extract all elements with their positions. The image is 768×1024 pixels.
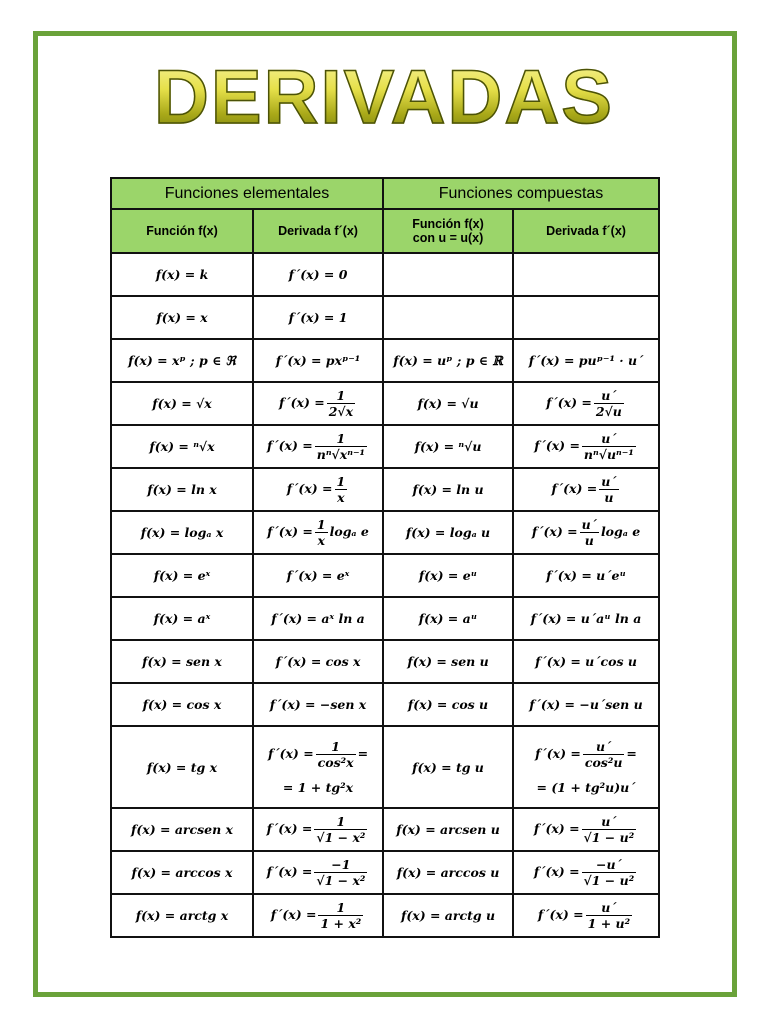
header-derivada: Derivada f´(x): [253, 209, 383, 253]
table-body: [111, 253, 659, 937]
cell-derivada-prefix: f´(x) =: [270, 907, 317, 922]
cell-derivada-compuesta: [513, 851, 659, 894]
cell-funcion: [111, 726, 253, 808]
cell-funcion: [111, 894, 253, 937]
cell-funcion-text: f(x) = arccos x: [131, 865, 233, 880]
cell-funcion-text: f(x) = ⁿ√x: [149, 439, 215, 454]
header-derivada-compuesta: Derivada f´(x): [513, 209, 659, 253]
cell-derivada-prefix: f´(x) =: [267, 746, 314, 761]
cell-funcion-text: f(x) = sen x: [142, 654, 222, 669]
cell-derivada-compuesta-denominator: cos²u: [584, 755, 623, 770]
cell-derivada-fraction: [335, 474, 348, 505]
cell-derivada-compuesta: [513, 683, 659, 726]
cell-derivada-denominator: x: [337, 490, 345, 505]
cell-derivada-compuesta-suffix: =: [626, 746, 637, 761]
cell-derivada-compuesta-fraction: [580, 517, 599, 548]
cell-funcion: [111, 296, 253, 339]
cell-funcion-compuesta-text: f(x) = eᵘ: [418, 568, 478, 583]
cell-funcion: [111, 808, 253, 851]
cell-derivada-compuesta-prefix: f´(x) =: [546, 395, 592, 410]
cell-funcion-compuesta: [383, 640, 513, 683]
cell-funcion-compuesta: [383, 296, 513, 339]
cell-funcion-compuesta: [383, 511, 513, 554]
cell-funcion-compuesta-text: f(x) = ln u: [412, 482, 484, 497]
cell-derivada-compuesta-spacer: [516, 770, 656, 780]
cell-derivada-compuesta-denominator: √1 − u²: [583, 830, 635, 845]
cell-derivada-text: f´(x) = cos x: [275, 654, 361, 669]
cell-funcion: [111, 597, 253, 640]
cell-derivada: [253, 597, 383, 640]
cell-derivada-compuesta: [513, 425, 659, 468]
cell-derivada-compuesta: [513, 597, 659, 640]
cell-derivada-compuesta-numerator: u´: [583, 739, 625, 755]
table-row: [111, 554, 659, 597]
table-row: [111, 511, 659, 554]
cell-derivada: [253, 894, 383, 937]
cell-derivada-text: f´(x) = aˣ ln a: [271, 611, 365, 626]
cell-derivada-compuesta: [513, 296, 659, 339]
cell-derivada-prefix: f´(x) =: [286, 481, 333, 496]
cell-derivada-fraction: [315, 431, 367, 462]
header-con-u-label: con u = u(x): [412, 231, 484, 245]
cell-derivada-denominator: 2√x: [328, 404, 354, 419]
table-row: [111, 382, 659, 425]
table-row: [111, 253, 659, 296]
cell-derivada-compuesta-numerator: u´: [601, 474, 617, 489]
cell-funcion-compuesta: [383, 382, 513, 425]
cell-derivada-compuesta-second-line: = (1 + tg²u)u´: [536, 780, 636, 795]
cell-derivada-numerator: 1: [314, 814, 367, 830]
cell-derivada: [253, 382, 383, 425]
cell-derivada-denominator: 1 + x²: [320, 916, 362, 931]
cell-derivada-prefix: f´(x) =: [266, 821, 313, 836]
cell-derivada-compuesta-numerator: u´: [581, 517, 597, 532]
cell-funcion-compuesta-text: f(x) = ⁿ√u: [414, 439, 482, 454]
cell-derivada-compuesta-fraction: [586, 900, 632, 931]
cell-funcion-text: f(x) = cos x: [142, 697, 222, 712]
cell-derivada-numerator: −1: [314, 857, 367, 873]
cell-derivada-second-line: = 1 + tg²x: [282, 780, 354, 795]
cell-derivada-numerator: 1: [336, 474, 346, 489]
cell-funcion-compuesta: [383, 253, 513, 296]
cell-derivada-compuesta: [513, 511, 659, 554]
cell-funcion: [111, 253, 253, 296]
cell-funcion-text: f(x) = logₐ x: [140, 525, 224, 540]
cell-derivada-compuesta-fraction: [594, 388, 624, 419]
cell-funcion-compuesta-text: f(x) = cos u: [407, 697, 489, 712]
cell-derivada-denominator: √1 − x²: [316, 873, 366, 888]
cell-funcion-compuesta-text: f(x) = √u: [417, 396, 479, 411]
cell-derivada-compuesta-text: f´(x) = u´cos u: [535, 654, 637, 669]
cell-derivada-compuesta-numerator: u´: [582, 814, 637, 830]
cell-derivada-compuesta-denominator: u: [584, 533, 594, 548]
cell-derivada-compuesta-denominator: 1 + u²: [587, 916, 631, 931]
cell-funcion-text: f(x) = xᵖ ; p ∈ ℜ: [128, 353, 236, 368]
derivatives-table: [110, 177, 660, 938]
cell-funcion-compuesta: [383, 597, 513, 640]
cell-funcion-text: f(x) = k: [155, 267, 209, 282]
cell-funcion-compuesta-text: f(x) = sen u: [407, 654, 489, 669]
cell-derivada-numerator: 1: [315, 431, 367, 447]
cell-derivada-compuesta-prefix: f´(x) =: [551, 481, 598, 496]
cell-derivada-compuesta: [513, 554, 659, 597]
cell-derivada: [253, 683, 383, 726]
cell-derivada-compuesta: [513, 726, 659, 808]
table-row: [111, 640, 659, 683]
cell-funcion: [111, 683, 253, 726]
cell-derivada-fraction: [318, 900, 363, 931]
cell-funcion-text: f(x) = arcsen x: [130, 822, 233, 837]
cell-funcion-compuesta: [383, 554, 513, 597]
table-row: [111, 425, 659, 468]
cell-derivada-compuesta-prefix: f´(x) =: [531, 524, 578, 539]
cell-funcion-compuesta: [383, 339, 513, 382]
table-row: [111, 468, 659, 511]
header-funcion-compuesta: [383, 209, 513, 253]
cell-derivada-numerator: 1: [316, 517, 326, 532]
cell-derivada: [253, 511, 383, 554]
cell-funcion-compuesta: [383, 683, 513, 726]
cell-derivada-text: f´(x) = 0: [288, 267, 348, 282]
cell-funcion: [111, 425, 253, 468]
cell-derivada-denominator: cos²x: [317, 755, 354, 770]
cell-derivada-fraction: [316, 739, 356, 770]
cell-derivada-compuesta: [513, 894, 659, 937]
cell-funcion-text: f(x) = x: [156, 310, 208, 325]
cell-derivada: [253, 808, 383, 851]
table-row: [111, 296, 659, 339]
cell-derivada: [253, 640, 383, 683]
cell-funcion-text: f(x) = aˣ: [153, 611, 211, 626]
title-text: DERIVADAS: [154, 55, 614, 140]
cell-derivada-compuesta-prefix: f´(x) =: [533, 864, 580, 879]
cell-funcion: [111, 851, 253, 894]
cell-derivada-compuesta-numerator: u´: [594, 388, 624, 404]
cell-derivada-compuesta-denominator: nⁿ√uⁿ⁻¹: [583, 447, 634, 462]
cell-funcion-compuesta: [383, 851, 513, 894]
cell-derivada-compuesta-numerator: u´: [582, 431, 636, 447]
cell-derivada-compuesta-prefix: f´(x) =: [537, 907, 584, 922]
cell-funcion: [111, 554, 253, 597]
table-row: [111, 808, 659, 851]
cell-funcion-text: f(x) = tg x: [146, 759, 218, 775]
cell-derivada-fraction: [327, 388, 355, 419]
cell-derivada-compuesta: [513, 382, 659, 425]
table-row: [111, 894, 659, 937]
cell-funcion: [111, 339, 253, 382]
cell-derivada-compuesta-text: f´(x) = u´eᵘ: [546, 568, 626, 583]
cell-derivada-compuesta-fraction: [599, 474, 618, 505]
cell-derivada: [253, 726, 383, 808]
cell-derivada-compuesta-suffix: logₐ e: [600, 524, 641, 539]
cell-derivada-compuesta-fraction: [583, 739, 625, 770]
cell-derivada-compuesta-numerator: u´: [586, 900, 632, 916]
cell-funcion-text: f(x) = ln x: [147, 482, 217, 497]
cell-derivada-numerator: 1: [327, 388, 355, 404]
cell-funcion: [111, 511, 253, 554]
cell-funcion-compuesta: [383, 726, 513, 808]
cell-derivada-compuesta-fraction: [582, 857, 637, 888]
table-row: [111, 726, 659, 808]
cell-funcion-compuesta-text: f(x) = aᵘ: [418, 611, 478, 626]
table-row: [111, 597, 659, 640]
cell-derivada-compuesta-prefix: f´(x) =: [534, 438, 580, 453]
cell-derivada-text: f´(x) = pxᵖ⁻¹: [275, 353, 361, 368]
cell-derivada-prefix: f´(x) =: [266, 864, 313, 879]
table-row: [111, 683, 659, 726]
cell-funcion-compuesta: [383, 894, 513, 937]
cell-funcion-text: f(x) = arctg x: [135, 908, 229, 923]
cell-derivada-fraction: [315, 517, 328, 548]
cell-funcion-compuesta-text: f(x) = arctg u: [400, 908, 496, 923]
cell-funcion-text: f(x) = eˣ: [153, 568, 211, 583]
cell-derivada-compuesta-text: f´(x) = puᵖ⁻¹ · u´: [528, 353, 644, 368]
table-row: [111, 339, 659, 382]
cell-derivada-compuesta: [513, 468, 659, 511]
cell-funcion-compuesta: [383, 468, 513, 511]
cell-derivada-compuesta: [513, 253, 659, 296]
cell-derivada-compuesta-numerator: −u´: [582, 857, 637, 873]
cell-derivada-numerator: 1: [316, 739, 356, 755]
table-row: [111, 851, 659, 894]
cell-derivada-compuesta: [513, 808, 659, 851]
cell-derivada-prefix: f´(x) =: [267, 524, 313, 539]
cell-derivada-spacer: [256, 770, 380, 780]
cell-derivada: [253, 851, 383, 894]
header-funcion: Función f(x): [111, 209, 253, 253]
cell-funcion: [111, 468, 253, 511]
cell-derivada-fraction: [314, 857, 367, 888]
cell-derivada: [253, 339, 383, 382]
cell-derivada-denominator: x: [317, 533, 325, 548]
cell-derivada-compuesta-prefix: f´(x) =: [533, 821, 580, 836]
header-elementales: Funciones elementales: [111, 178, 383, 209]
cell-derivada: [253, 253, 383, 296]
cell-derivada-numerator: 1: [318, 900, 363, 916]
cell-derivada-text: f´(x) = eˣ: [286, 568, 350, 583]
cell-derivada-text: f´(x) = 1: [288, 310, 348, 325]
header-funcion-compuesta-label: Función f(x): [412, 217, 484, 231]
cell-funcion-compuesta-text: f(x) = tg u: [412, 759, 484, 775]
cell-derivada-compuesta: [513, 640, 659, 683]
cell-derivada-compuesta-fraction: [582, 431, 636, 462]
cell-derivada-denominator: nⁿ√xⁿ⁻¹: [316, 447, 366, 462]
cell-derivada-compuesta-denominator: √1 − u²: [583, 873, 635, 888]
cell-derivada: [253, 425, 383, 468]
cell-derivada-suffix: =: [357, 746, 369, 761]
cell-funcion: [111, 640, 253, 683]
cell-derivada-prefix: f´(x) =: [267, 438, 313, 453]
cell-derivada-denominator: √1 − x²: [316, 830, 366, 845]
cell-derivada-compuesta-text: f´(x) = −u´sen u: [529, 697, 643, 712]
cell-derivada-compuesta-denominator: 2√u: [595, 404, 622, 419]
cell-funcion: [111, 382, 253, 425]
cell-derivada: [253, 468, 383, 511]
cell-derivada: [253, 554, 383, 597]
cell-derivada-text: f´(x) = −sen x: [269, 697, 367, 712]
cell-derivada-compuesta-text: f´(x) = u´aᵘ ln a: [530, 611, 642, 626]
cell-funcion-compuesta-text: f(x) = uᵖ ; p ∈ ℝ: [393, 353, 503, 368]
cell-funcion-text: f(x) = √x: [152, 396, 212, 411]
cell-derivada-fraction: [314, 814, 367, 845]
cell-funcion-compuesta: [383, 808, 513, 851]
cell-funcion-compuesta: [383, 425, 513, 468]
cell-derivada-prefix: f´(x) =: [278, 395, 325, 410]
cell-derivada-compuesta: [513, 339, 659, 382]
cell-derivada-compuesta-fraction: [582, 814, 637, 845]
cell-derivada-compuesta-prefix: f´(x) =: [535, 746, 581, 761]
cell-derivada: [253, 296, 383, 339]
header-compuestas: Funciones compuestas: [383, 178, 659, 209]
cell-derivada-compuesta-denominator: u: [604, 490, 614, 505]
cell-funcion-compuesta-text: f(x) = arcsen u: [396, 822, 500, 837]
cell-derivada-suffix: logₐ e: [329, 524, 369, 539]
cell-funcion-compuesta-text: f(x) = arccos u: [396, 865, 500, 880]
page-title: [0, 55, 768, 140]
cell-funcion-compuesta-text: f(x) = logₐ u: [405, 525, 491, 540]
